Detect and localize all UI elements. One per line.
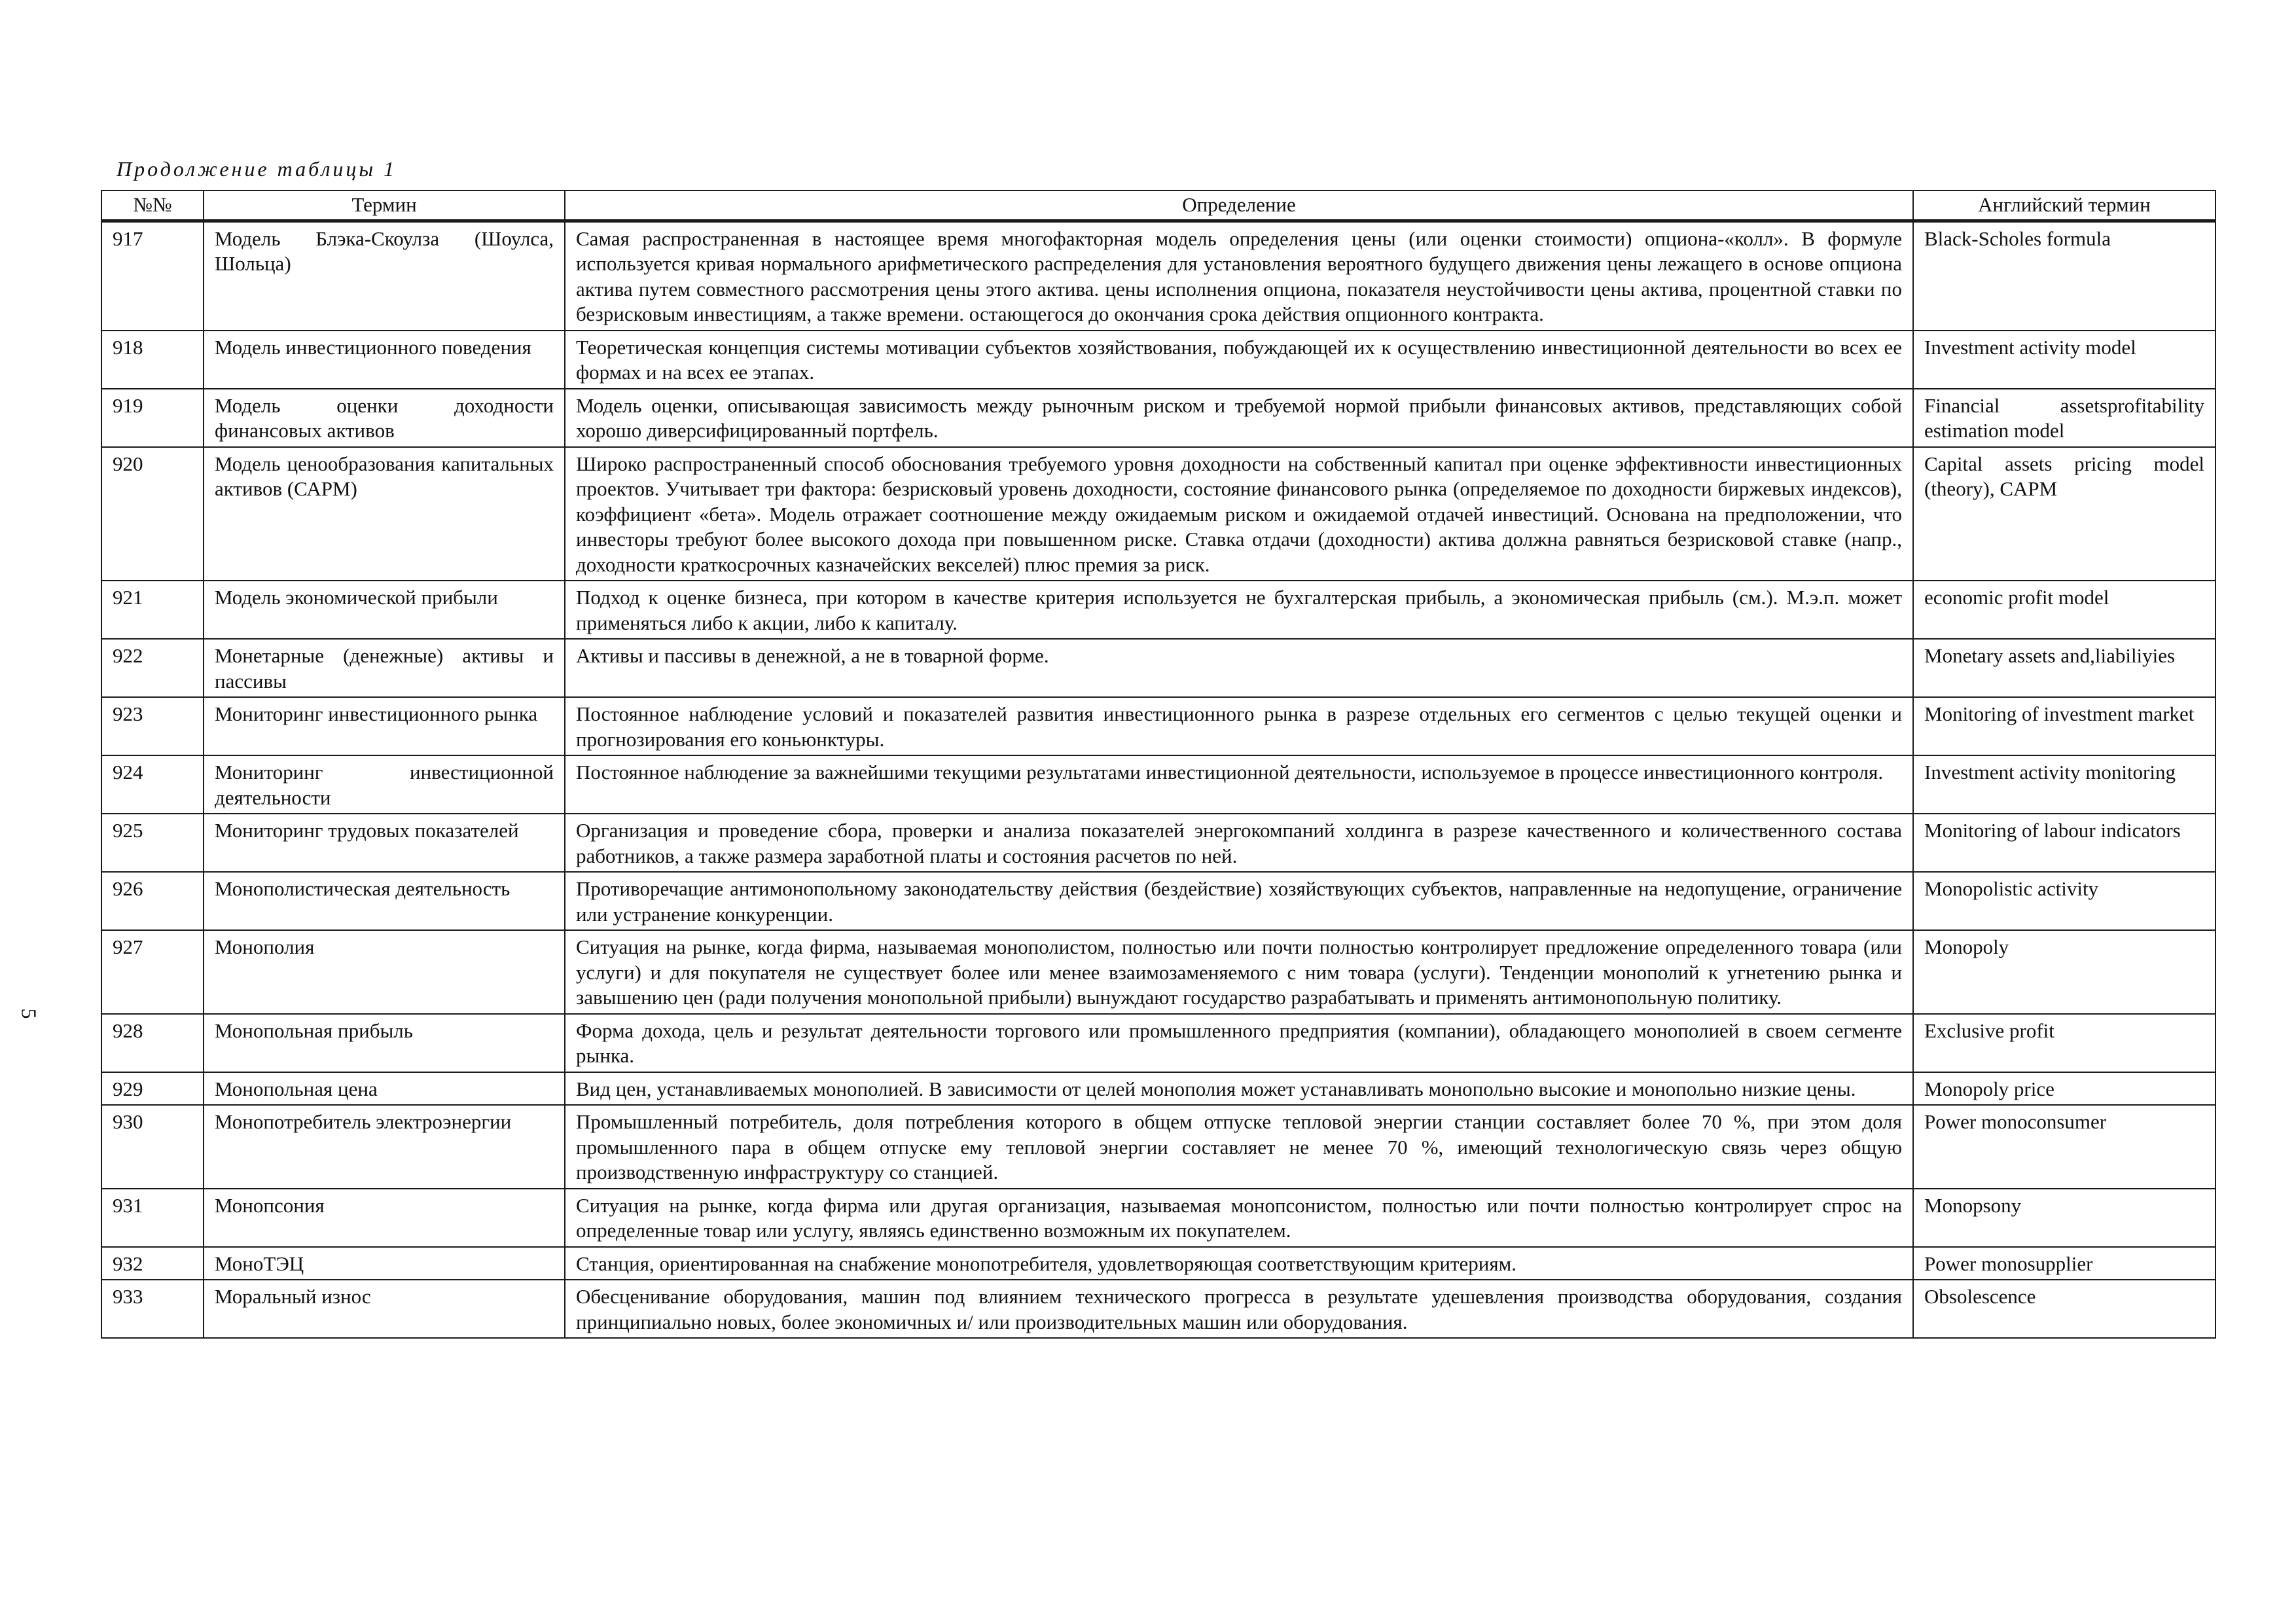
glossary-table	[101, 190, 2216, 1339]
cell-term: Модель Блэка-Скоулза (Шоулса, Шольца)	[204, 221, 565, 331]
cell-english: Monopoly price	[1913, 1072, 2215, 1106]
cell-num: 920	[101, 447, 204, 581]
cell-english: Monopsony	[1913, 1189, 2215, 1247]
header-english: Английский термин	[1913, 190, 2215, 221]
cell-num: 927	[101, 930, 204, 1014]
cell-num: 919	[101, 389, 204, 447]
cell-num: 918	[101, 331, 204, 389]
cell-num: 917	[101, 221, 204, 331]
cell-definition: Широко распространенный способ обоснования требуемого уровня доходности на собственный капитал при оценке эффективности инвестиционных проектов. Учитывает три фактора: безрисковый уровень доходности, состояние финансового рынка (определяемое по доходности биржевых индексов), коэффициент «бета». Модель отражает соотношение между ожидаемым риском и ожидаемой отдачей инвестиций. Основана на предположении, что инвесторы требуют более высокого дохода при повышенном риске. Ставка отдачи (доходности) актива должна равняться безрисковой ставке (напр., доходности краткосрочных казначейских векселей) плюс премия за риск.	[565, 447, 1913, 581]
cell-definition: Промышленный потребитель, доля потребления которого в общем отпуске тепловой энергии станции составляет более 70 %, при этом доля промышленного пара в общем отпуске ему тепловой энергии составляет не менее 70 %, имеющий технологическую связь через общую производственную инфраструктуру со станцией.	[565, 1105, 1913, 1189]
header-num: №№	[101, 190, 204, 221]
cell-definition: Самая распространенная в настоящее время многофакторная модель определения цены (или оценки стоимости) опциона-«колл». В формуле используется кривая нормального арифметического распределения для установления вероятного будущего движения цены лежащего в основе опциона актива путем совместного рассмотрения цены этого актива. цены исполнения опциона, показателя неустойчивости цены актива, процентной ставки по безрисковым инвестициям, а также времени. остающегося до окончания срока действия опционного контракта.	[565, 221, 1913, 331]
table-row	[101, 697, 2215, 755]
cell-english: Investment activity monitoring	[1913, 755, 2215, 814]
cell-num: 925	[101, 814, 204, 872]
cell-term: МоноТЭЦ	[204, 1247, 565, 1280]
cell-english: Monitoring of labour indicators	[1913, 814, 2215, 872]
cell-english: economic profit model	[1913, 581, 2215, 639]
cell-english: Obsolescence	[1913, 1280, 2215, 1338]
header-term: Термин	[204, 190, 565, 221]
cell-term: Модель экономической прибыли	[204, 581, 565, 639]
cell-num: 926	[101, 872, 204, 930]
cell-definition: Теоретическая концепция системы мотивации субъектов хозяйствования, побуждающей их к осуществлению инвестиционной деятельности во всех ее формах и на всех ее этапах.	[565, 331, 1913, 389]
cell-english: Power monosupplier	[1913, 1247, 2215, 1280]
cell-term: Модель оценки доходности финансовых активов	[204, 389, 565, 447]
cell-num: 932	[101, 1247, 204, 1280]
cell-english: Monopoly	[1913, 930, 2215, 1014]
cell-definition: Постоянное наблюдение условий и показателей развития инвестиционного рынка в разрезе отдельных его сегментов с целью текущей оценки и прогнозирования его коньюнктуры.	[565, 697, 1913, 755]
table-header	[101, 190, 2215, 221]
table-row	[101, 581, 2215, 639]
cell-english: Exclusive profit	[1913, 1014, 2215, 1072]
cell-num: 921	[101, 581, 204, 639]
table-row	[101, 331, 2215, 389]
table-row	[101, 1072, 2215, 1106]
cell-term: Монопотребитель электроэнергии	[204, 1105, 565, 1189]
cell-term: Монопсония	[204, 1189, 565, 1247]
cell-num: 933	[101, 1280, 204, 1338]
table-row	[101, 389, 2215, 447]
cell-num: 922	[101, 639, 204, 697]
cell-english: Investment activity model	[1913, 331, 2215, 389]
cell-term: Монополистическая деятельность	[204, 872, 565, 930]
cell-term: Монополия	[204, 930, 565, 1014]
cell-english: Financial assetsprofitability estimation model	[1913, 389, 2215, 447]
table-row	[101, 1105, 2215, 1189]
cell-num: 924	[101, 755, 204, 814]
cell-definition: Обесценивание оборудования, машин под влиянием технического прогресса в результате удешевления производства оборудования, создания принципиально новых, более экономичных и/ или производительных машин или оборудования.	[565, 1280, 1913, 1338]
cell-num: 930	[101, 1105, 204, 1189]
cell-english: Monopolistic activity	[1913, 872, 2215, 930]
page-number: 5	[17, 1008, 41, 1019]
cell-definition: Станция, ориентированная на снабжение монопотребителя, удовлетворяющая соответствующим критериям.	[565, 1247, 1913, 1280]
table-row	[101, 814, 2215, 872]
table-row	[101, 930, 2215, 1014]
table-row	[101, 221, 2215, 331]
table-row	[101, 755, 2215, 814]
cell-definition: Ситуация на рынке, когда фирма или другая организация, называемая монопсонистом, полностью или почти полностью контролирует спрос на определенные товар или услугу, являясь единственно возможным их покупателем.	[565, 1189, 1913, 1247]
table-row	[101, 872, 2215, 930]
cell-definition: Постоянное наблюдение за важнейшими текущими результатами инвестиционной деятельности, используемое в процессе инвестиционного контроля.	[565, 755, 1913, 814]
cell-english: Monetary assets and,liabiliyies	[1913, 639, 2215, 697]
cell-definition: Модель оценки, описывающая зависимость между рыночным риском и требуемой нормой прибыли финансовых активов, представляющих собой хорошо диверсифицированный портфель.	[565, 389, 1913, 447]
cell-term: Мониторинг инвестиционной деятельности	[204, 755, 565, 814]
table-body	[101, 221, 2215, 1338]
cell-definition: Организация и проведение сбора, проверки и анализа показателей энергокомпаний холдинга в разрезе качественного и количественного состава работников, а также размера заработной платы и состояния расчетов по ней.	[565, 814, 1913, 872]
table-row	[101, 1247, 2215, 1280]
cell-definition: Противоречащие антимонопольному законодательству действия (бездействие) хозяйствующих субъектов, направленные на недопущение, ограничение или устранение конкуренции.	[565, 872, 1913, 930]
cell-term: Модель инвестиционного поведения	[204, 331, 565, 389]
cell-term: Мониторинг инвестиционного рынка	[204, 697, 565, 755]
table-row	[101, 447, 2215, 581]
cell-definition: Подход к оценке бизнеса, при котором в качестве критерия используется не бухгалтерская прибыль, а экономическая прибыль (см.). М.э.п. может применяться либо к акции, либо к капиталу.	[565, 581, 1913, 639]
table-row	[101, 1280, 2215, 1338]
table-caption: Продолжение таблицы 1	[117, 157, 397, 181]
cell-definition: Активы и пассивы в денежной, а не в товарной форме.	[565, 639, 1913, 697]
cell-term: Модель ценообразования капитальных активов (САРМ)	[204, 447, 565, 581]
header-definition: Определение	[565, 190, 1913, 221]
table-row	[101, 1014, 2215, 1072]
cell-english: Black-Scholes formula	[1913, 221, 2215, 331]
table-row	[101, 639, 2215, 697]
cell-definition: Форма дохода, цель и результат деятельности торгового или промышленного предприятия (компании), обладающего монополией в своем сегменте рынка.	[565, 1014, 1913, 1072]
cell-num: 929	[101, 1072, 204, 1106]
cell-term: Монопольная цена	[204, 1072, 565, 1106]
cell-num: 931	[101, 1189, 204, 1247]
cell-definition: Ситуация на рынке, когда фирма, называемая монополистом, полностью или почти полностью контролирует предложение определенного товара (или услуги) и для покупателя не существует более или менее взаимозаменяемого с ним товара (услуги). Тенденции монополий к угнетению рынка и завышению цен (ради получения монопольной прибыли) вынуждают государство разрабатывать и применять антимонопольную политику.	[565, 930, 1913, 1014]
table-row	[101, 1189, 2215, 1247]
cell-definition: Вид цен, устанавливаемых монополией. В зависимости от целей монополия может устанавливать монопольно высокие и монопольно низкие цены.	[565, 1072, 1913, 1106]
header-row	[101, 190, 2215, 221]
cell-english: Monitoring of investment market	[1913, 697, 2215, 755]
cell-num: 923	[101, 697, 204, 755]
cell-term: Монетарные (денежные) активы и пассивы	[204, 639, 565, 697]
cell-term: Монопольная прибыль	[204, 1014, 565, 1072]
cell-english: Power monoconsumer	[1913, 1105, 2215, 1189]
cell-num: 928	[101, 1014, 204, 1072]
cell-english: Capital assets pricing model (theory), CAPM	[1913, 447, 2215, 581]
cell-term: Мониторинг трудовых показателей	[204, 814, 565, 872]
cell-term: Моральный износ	[204, 1280, 565, 1338]
